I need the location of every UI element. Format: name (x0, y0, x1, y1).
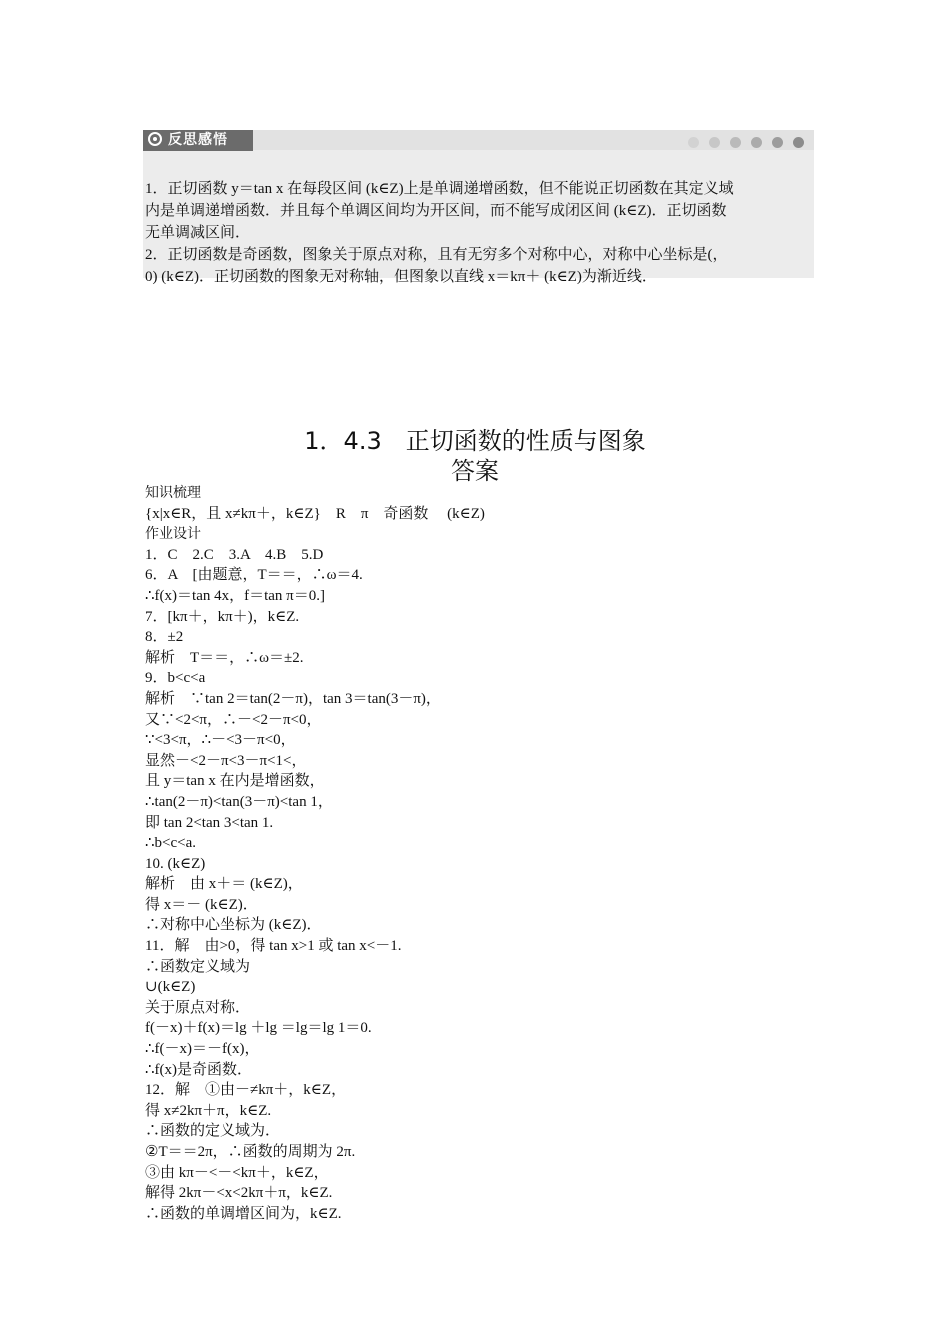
answer-line: 关于原点对称． (145, 999, 251, 1016)
answer-section (145, 483, 845, 1224)
reflection-header-bar (143, 130, 814, 150)
answer-line: ∴函数的定义域为． (145, 1123, 281, 1140)
answer-line: ∴tan(2－π)<tan(3－π)<tan 1， (145, 793, 333, 810)
answer-line: 显然－<2－π<3－π<1<， (145, 752, 307, 769)
answer-line: ③由 kπ－<－<kπ＋，k∈Z， (145, 1164, 329, 1181)
reflection-text (145, 178, 809, 288)
answer-line: ∴f(x)＝tan 4x，f＝tan π＝0.] (145, 587, 325, 604)
answer-line: 解析 由 x＋＝ (k∈Z)， (145, 876, 303, 893)
dot-icon (772, 137, 783, 148)
dot-icon (751, 137, 762, 148)
page-title: 1．4.3 正切函数的性质与图象 (304, 427, 646, 455)
answer-line: ∴f(－x)＝－f(x)， (145, 1041, 260, 1058)
answer-line: 得 x≠2kπ＋π，k∈Z. (145, 1102, 272, 1119)
answer-line: 9．b<c<a (145, 670, 206, 687)
answer-line: ∴b<c<a. (145, 835, 197, 852)
answer-line: 11．解 由>0，得 tan x>1 或 tan x<－1. (145, 938, 402, 955)
reflection-tab-label: 反思感悟 (168, 132, 228, 148)
reflection-line: 0) (k∈Z)．正切函数的图象无对称轴，但图象以直线 x＝kπ＋ (k∈Z)为渐近线． (145, 269, 657, 285)
answer-line: {x|x∈R，且 x≠kπ＋，k∈Z} R π 奇函数 (k∈Z) (145, 505, 485, 522)
answer-line: ∴对称中心坐标为 (k∈Z)． (145, 917, 322, 934)
dot-icon (793, 137, 804, 148)
decorative-dots (678, 135, 804, 153)
answer-line: ∪(k∈Z) (145, 979, 196, 996)
section-heading: 作业设计 (145, 526, 201, 543)
answer-line: ∴函数的单调增区间为，k∈Z. (145, 1205, 342, 1222)
page-subtitle: 答案 (451, 457, 499, 485)
answer-line: 得 x＝－ (k∈Z)． (145, 896, 258, 913)
reflection-tab (143, 130, 253, 151)
answer-line: 又∵<2<π，∴－<2－π<0， (145, 711, 322, 728)
answer-line: ∵<3<π，∴－<3－π<0， (145, 732, 296, 749)
answer-line: 1．C 2.C 3.A 4.B 5.D (145, 546, 324, 563)
reflection-line: 1．正切函数 y＝tan x 在每段区间 (k∈Z)上是单调递增函数，但不能说正切函数在其定义域 (145, 181, 734, 197)
answer-line: ②T＝＝2π，∴函数的周期为 2π. (145, 1144, 356, 1160)
dot-icon (730, 137, 741, 148)
answer-line: 7．[kπ＋，kπ＋)，k∈Z. (145, 608, 300, 625)
reflection-box (143, 130, 814, 285)
answer-line: ∴f(x)是奇函数． (145, 1061, 253, 1078)
reflection-line: 无单调减区间． (145, 225, 251, 241)
answer-line: 解析 ∵tan 2＝tan(2－π)，tan 3＝tan(3－π)， (145, 690, 441, 707)
section-heading: 知识梳理 (145, 485, 201, 501)
answer-line: 即 tan 2<tan 3<tan 1. (145, 814, 274, 831)
dot-icon (688, 137, 699, 148)
answer-line: 且 y＝tan x 在内是增函数， (145, 773, 325, 790)
reflection-line: 内是单调递增函数．并且每个单调区间均为开区间，而不能写成闭区间 (k∈Z)．正切函数 (145, 203, 727, 219)
answer-line: 8．±2 (145, 629, 184, 646)
answer-line: 6．A [由题意，T＝＝，∴ω＝4. (145, 567, 363, 584)
reflection-line: 2．正切函数是奇函数，图象关于原点对称，且有无穷多个对称中心，对称中心坐标是(， (145, 247, 728, 263)
dot-icon (709, 137, 720, 148)
answer-line: f(－x)＋f(x)＝lg ＋lg ＝lg＝lg 1＝0. (145, 1020, 372, 1037)
answer-line: 解得 2kπ－<x<2kπ＋π，k∈Z. (145, 1185, 333, 1202)
bullet-circle-icon (148, 132, 162, 146)
answer-line: 10. (k∈Z) (145, 855, 206, 872)
answer-line: 12．解 ①由－≠kπ＋，k∈Z， (145, 1082, 347, 1099)
answer-line: 解析 T＝＝，∴ω＝±2. (145, 649, 304, 666)
answer-line: ∴函数定义域为 (145, 958, 251, 975)
